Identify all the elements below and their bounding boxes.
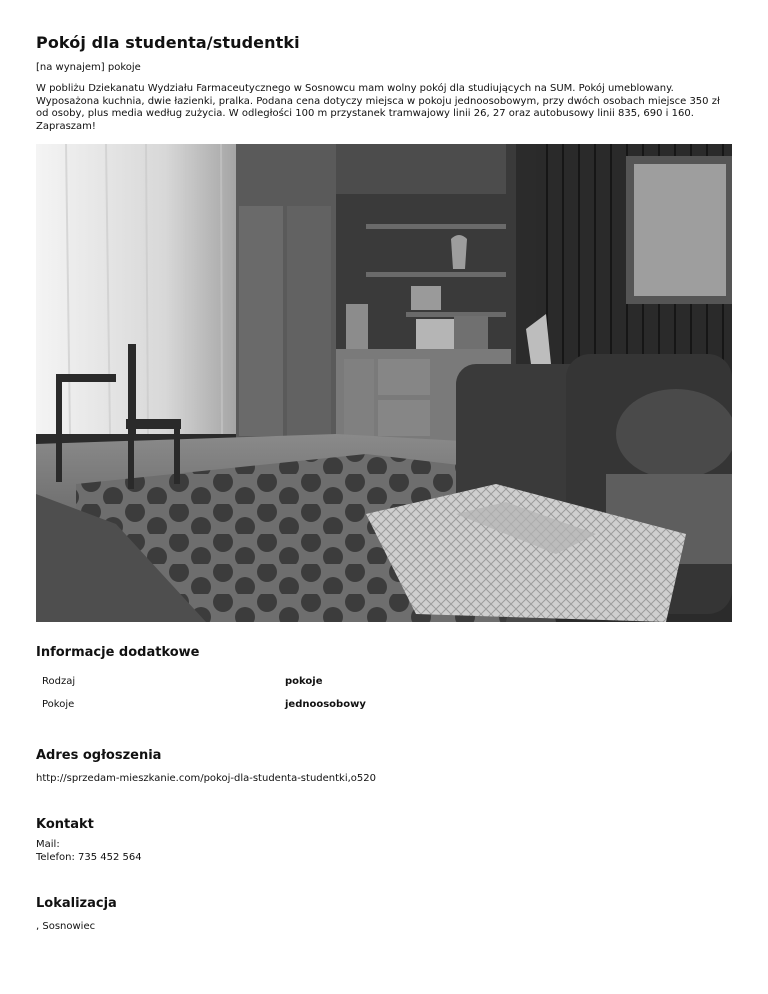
info-value: jednoosobowy <box>285 699 366 710</box>
contact-heading: Kontakt <box>36 817 94 832</box>
info-value: pokoje <box>285 676 323 687</box>
address-heading: Adres ogłoszenia <box>36 748 162 763</box>
listing-title: Pokój dla studenta/studentki <box>36 33 300 52</box>
listing-category: [na wynajem] pokoje <box>36 62 141 73</box>
room-photo <box>36 144 732 622</box>
listing-description: W pobliżu Dziekanatu Wydziału Farmaceutycznego w Sosnowcu mam wolny pokój dla studiujących na SUM. Pokój umeblowany. Wyposażona kuchnia, dwie łazienki, pralka. Podana cena dotyczy miejsca w pokoju jednoosobowym, przy dwóch osobach miejsce 350 zł od osoby, plus media według zużycia. W odległości 100 m przystanek tramwajowy linii 26, 27 oraz autobusowy linii 835, 690 i 160. Zapraszam! <box>36 83 720 132</box>
info-label: Rodzaj <box>42 676 76 687</box>
location-value: , Sosnowiec <box>36 921 96 932</box>
listing-url[interactable]: http://sprzedam-mieszkanie.com/pokoj-dla-studenta-studentki,o520 <box>36 773 376 784</box>
info-label: Pokoje <box>42 699 75 710</box>
location-heading: Lokalizacja <box>36 896 117 911</box>
contact-details <box>36 839 142 864</box>
contact-phone: Telefon: 735 452 564 <box>36 851 142 863</box>
contact-mail: Mail: <box>36 839 60 850</box>
info-heading: Informacje dodatkowe <box>36 645 200 660</box>
